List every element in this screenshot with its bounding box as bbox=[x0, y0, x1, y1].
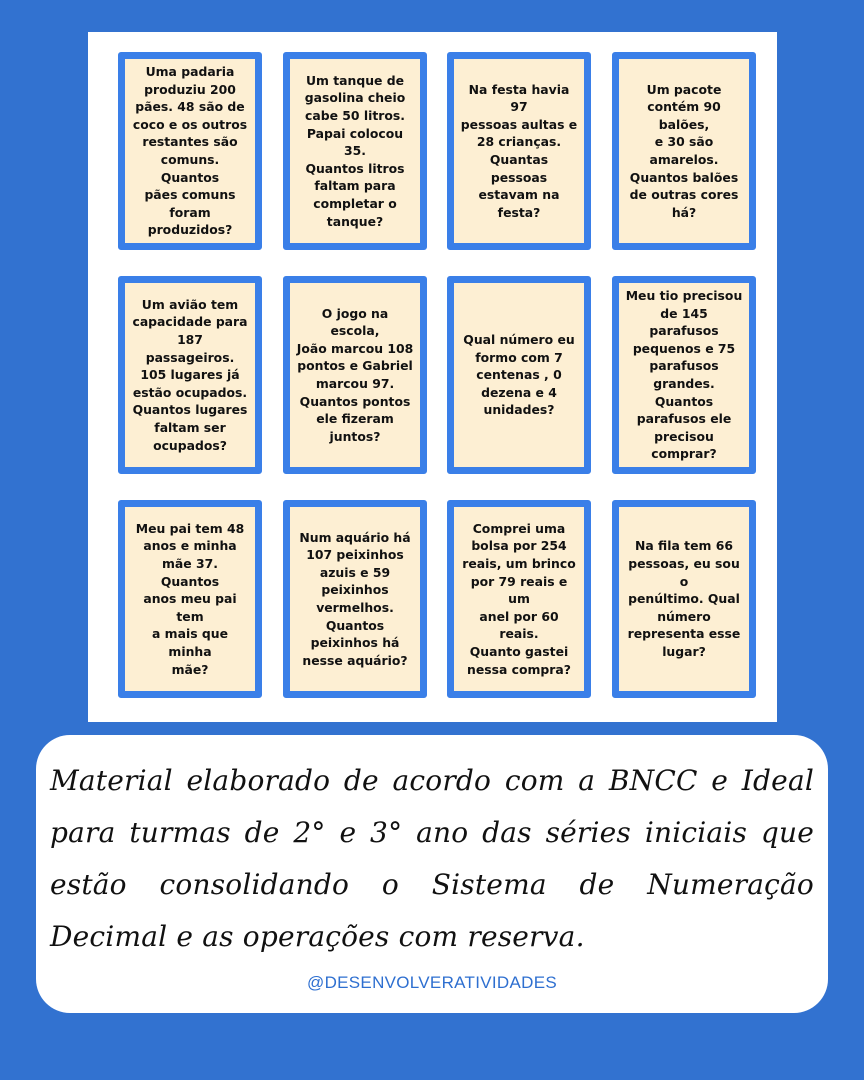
task-card-text: Na fila tem 66 pessoas, eu sou o penúltimo. Qual número representa esse lugar? bbox=[627, 538, 741, 659]
task-card-text: Num aquário há 107 peixinhos azuis e 59 peixinhos vermelhos. Quantos peixinhos há nesse aquário? bbox=[299, 529, 411, 668]
task-card bbox=[447, 52, 591, 250]
social-handle: @DESENVOLVERATIVIDADES bbox=[307, 973, 557, 992]
task-card-text: Uma padaria produziu 200 pães. 48 são de coco e os outros restantes são comuns. Quantos pães comuns foram produzidos? bbox=[132, 64, 248, 238]
task-card-text: Comprei uma bolsa por 254 reais, um brinco por 79 reais e um anel por 60 reais. Quanto gastei nessa compra? bbox=[462, 520, 576, 677]
task-card-text: Um avião tem capacidade para 187 passageiros. 105 lugares já estão ocupados. Quantos lugares faltam ser ocupados? bbox=[132, 296, 248, 453]
task-card-text: O jogo na escola, João marcou 108 pontos e Gabriel marcou 97. Quantos pontos ele fizeram juntos? bbox=[296, 305, 414, 444]
task-card bbox=[118, 52, 262, 250]
task-card-sheet bbox=[88, 32, 777, 722]
material-description: Material elaborado de acordo com a BNCC e Ideal para turmas de 2° e 3° ano das séries iniciais que estão consolidando o Sistema de Numeração Decimal e as operações com reserva. bbox=[50, 764, 814, 953]
task-card bbox=[283, 276, 427, 474]
task-card-text: Meu pai tem 48 anos e minha mãe 37. Quantos anos meu pai tem a mais que minha mãe? bbox=[135, 520, 245, 677]
description-panel bbox=[36, 735, 828, 1013]
task-card bbox=[612, 276, 756, 474]
task-card-text: Um tanque de gasolina cheio cabe 50 litros. Papai colocou 35. Quantos litros faltam para completar o tanque? bbox=[304, 72, 406, 229]
task-card-text: Qual número eu formo com 7 centenas , 0 dezena e 4 unidades? bbox=[463, 332, 575, 418]
task-card bbox=[447, 500, 591, 698]
task-card bbox=[118, 276, 262, 474]
task-card bbox=[283, 52, 427, 250]
task-card-text: Na festa havia 97 pessoas aultas e 28 crianças. Quantas pessoas estavam na festa? bbox=[460, 81, 578, 220]
task-card bbox=[447, 276, 591, 474]
task-card-text: Um pacote contém 90 balões, e 30 são amarelos. Quantos balões de outras cores há? bbox=[629, 81, 739, 220]
task-card bbox=[283, 500, 427, 698]
task-card bbox=[612, 500, 756, 698]
task-card-text: Meu tio precisou de 145 parafusos pequenos e 75 parafusos grandes. Quantos parafusos ele precisou comprar? bbox=[625, 288, 743, 462]
task-card bbox=[612, 52, 756, 250]
task-card bbox=[118, 500, 262, 698]
